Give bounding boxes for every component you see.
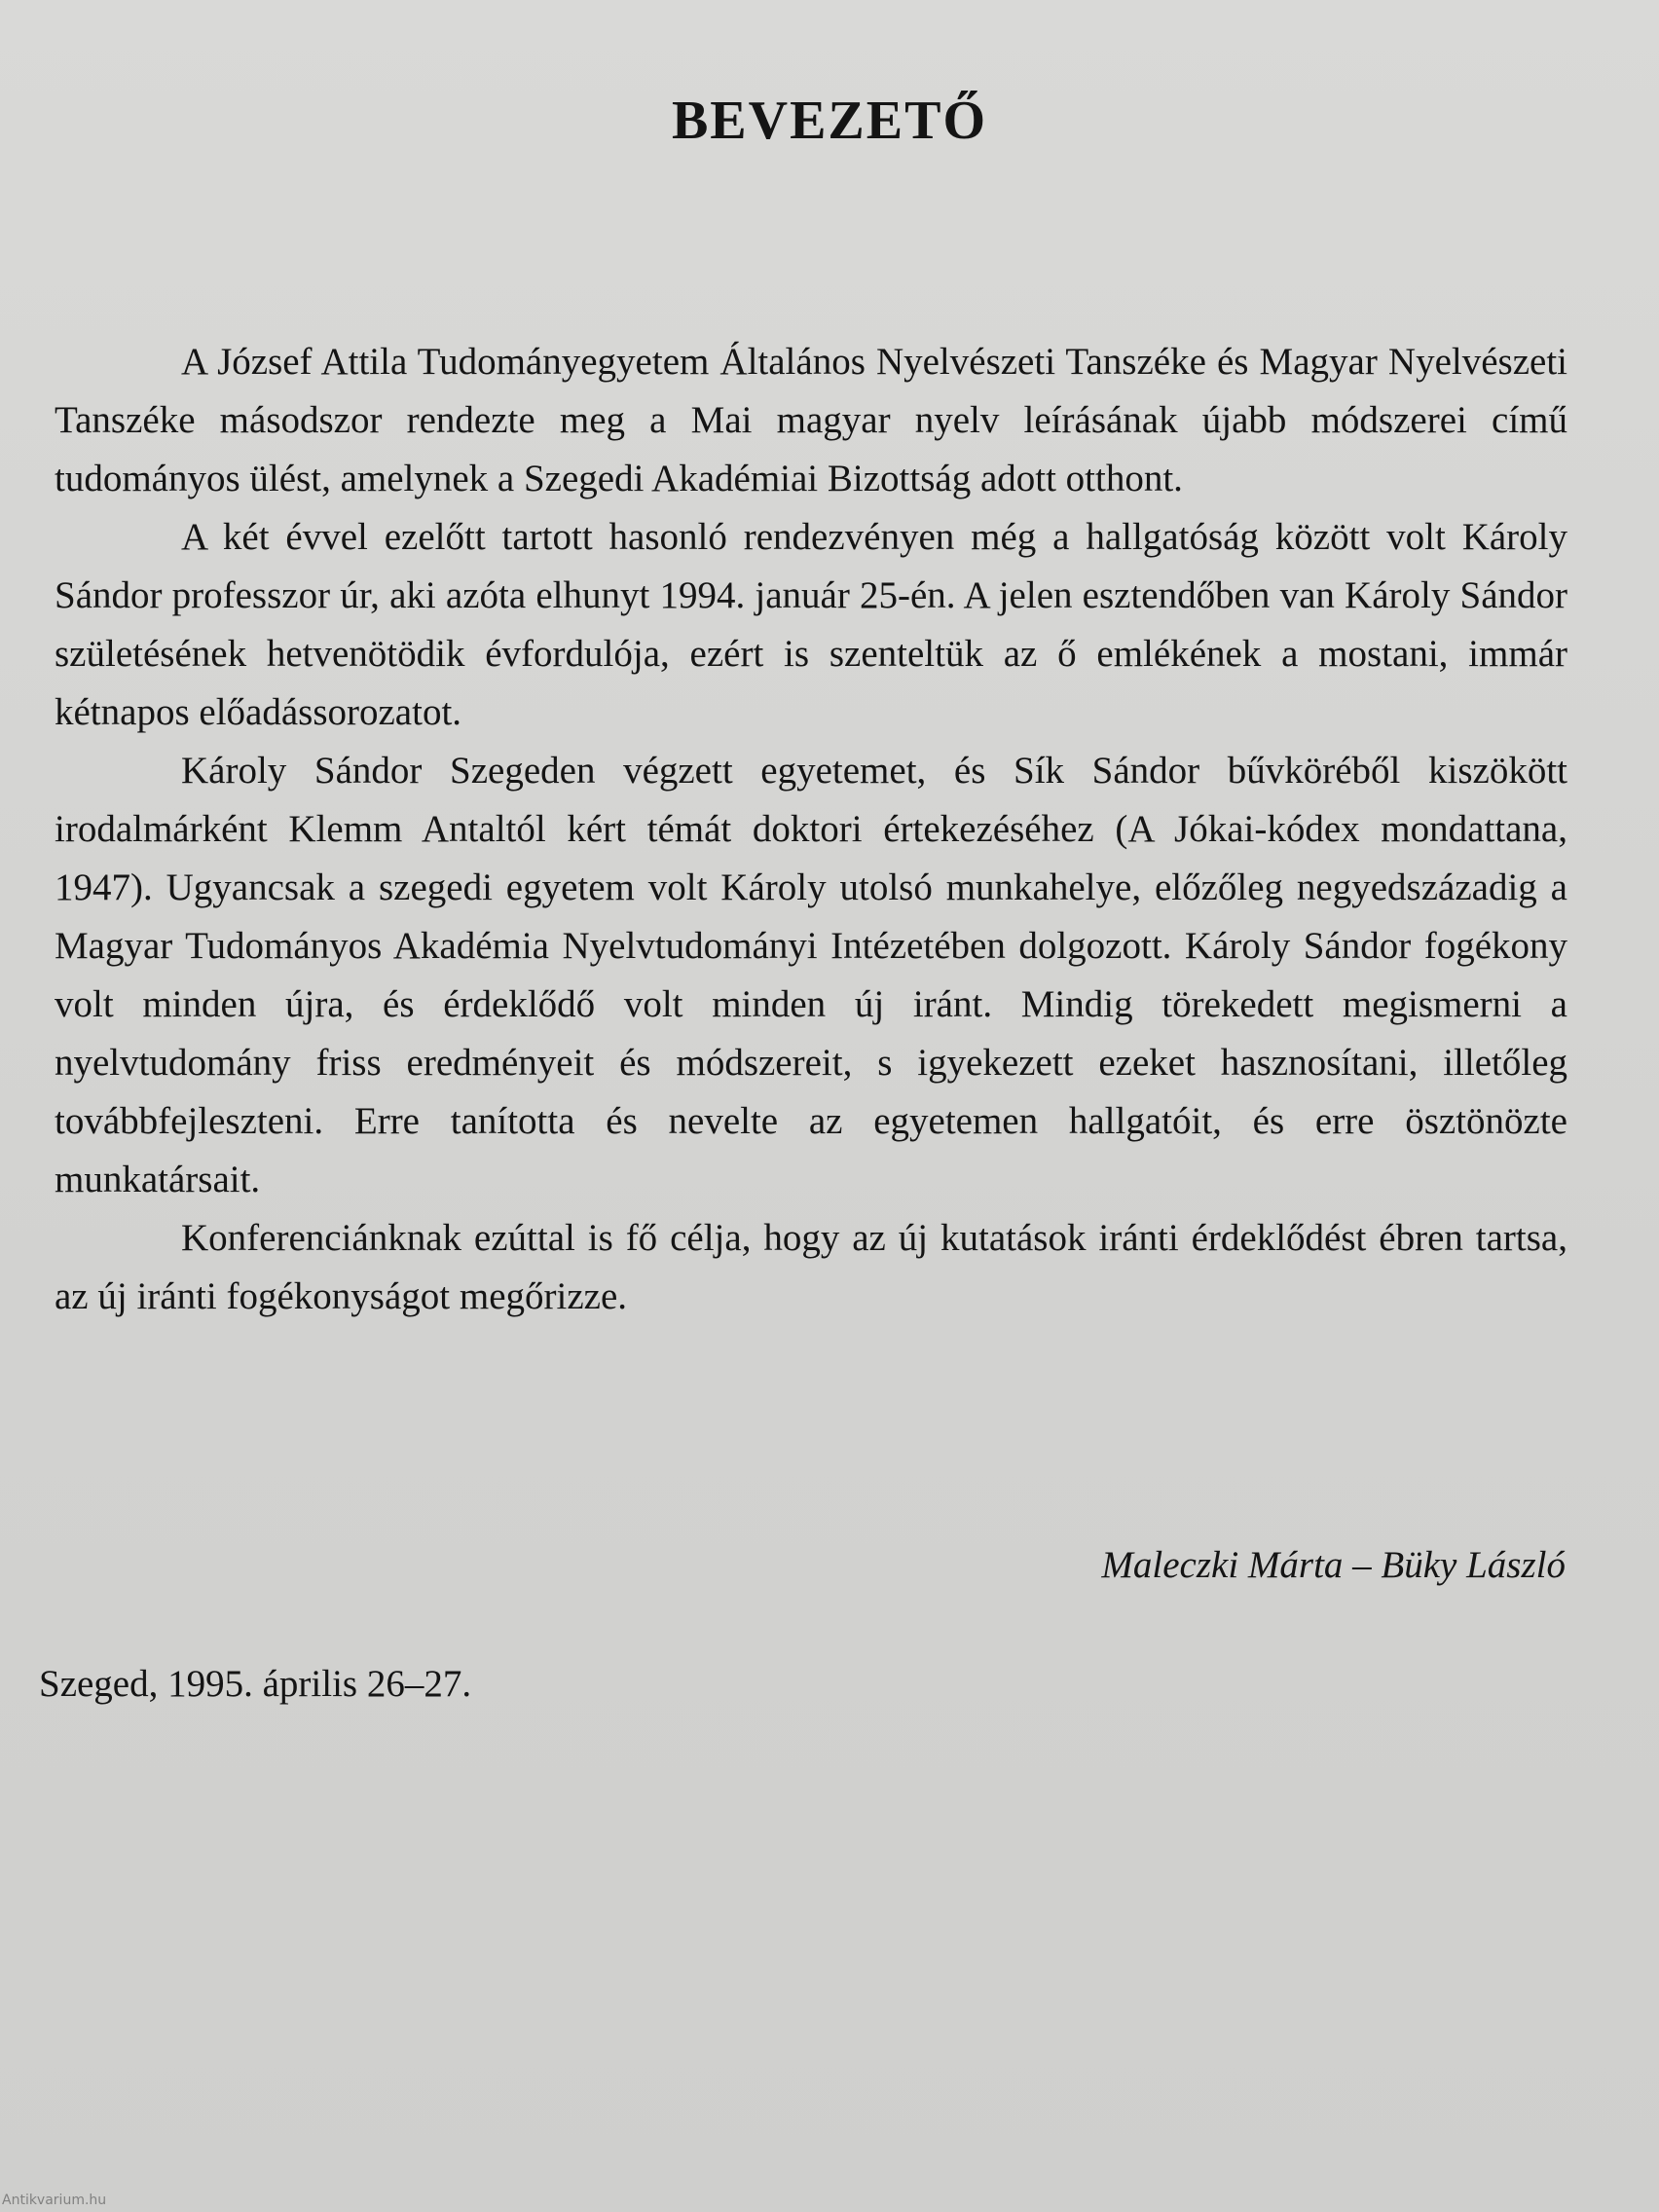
paragraph-1: A József Attila Tudományegyetem Általános Nyelvészeti Tanszéke és Magyar Nyelvészeti Tanszéke másodszor rendezte meg a Mai magyar nyelv leírásának újabb módszerei című tudományos ülést, amelynek a Szegedi Akadémiai Bizottság adott otthont.: [55, 341, 1567, 499]
watermark-logo: Antikvarium.hu: [2, 2193, 107, 2208]
paragraph-3: Károly Sándor Szegeden végzett egyetemet, és Sík Sándor bűvköréből kiszökött irodalmárként Klemm Antaltól kért témát doktori értekezéséhez (A Jókai-kódex mondattana, 1947). Ugyancsak a szegedi egyetem volt Károly utolsó munkahelye, előzőleg negyedszázadig a Magyar Tudományos Akadémia Nyelvtudományi Intézetében dolgozott. Károly Sándor fogékony volt minden újra, és érdeklődő volt minden új iránt. Mindig törekedett megismerni a nyelvtudomány friss eredményeit és módszereit, s igyekezett ezeket hasznosítani, illetőleg továbbfejleszteni. Erre tanította és nevelte az egyetemen hallgatóit, és erre ösztönözte munkatársait.: [55, 750, 1567, 1200]
paragraph-2: A két évvel ezelőtt tartott hasonló rendezvényen még a hallgatóság között volt Károly Sándor professzor úr, aki azóta elhunyt 1994. január 25-én. A jelen esztendőben van Károly Sándor születésének hetvenötödik évfordulója, ezért is szenteltük az ő emlékének a mostani, immár kétnapos előadássorozatot.: [55, 516, 1567, 733]
page-title: BEVEZETŐ: [671, 91, 988, 151]
paragraph-4: Konferenciánknak ezúttal is fő célja, hogy az új kutatások iránti érdeklődést ébren tartsa, az új iránti fogékonyságot megőrizze.: [55, 1217, 1567, 1317]
body-text: [55, 333, 1567, 1326]
place-date: Szeged, 1995. április 26–27.: [39, 1663, 472, 1705]
signature: Maleczki Márta – Büky László: [1101, 1544, 1566, 1586]
